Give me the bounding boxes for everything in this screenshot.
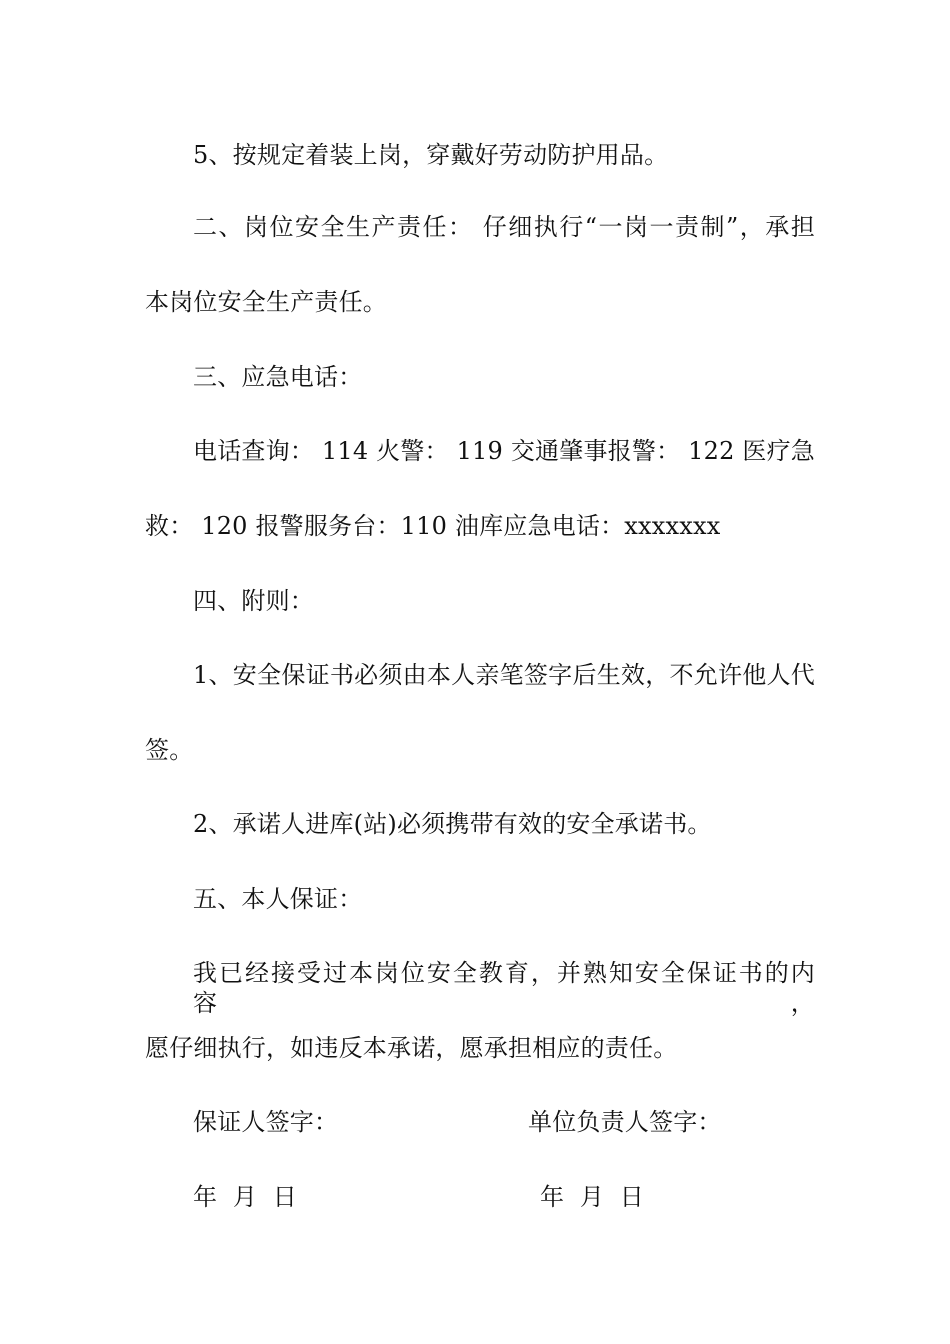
pledge-line-2: 愿仔细执行，如违反本承诺，愿承担相应的责任。 bbox=[145, 1034, 678, 1062]
guarantor-date: 年 月 日 bbox=[193, 1183, 297, 1211]
unit-head-date: 年 月 日 bbox=[540, 1183, 644, 1211]
unit-head-signature-label: 单位负责人签字： bbox=[528, 1108, 722, 1136]
emergency-phones-line-2: 救： 120 报警服务台：110 油库应急电话：xxxxxxx bbox=[145, 512, 721, 540]
rule-2: 2、承诺人进库(站)必须携带有效的安全承诺书。 bbox=[193, 810, 712, 838]
emergency-phones-line-1: 电话查询： 114 火警： 119 交通肇事报警： 122 医疗急 bbox=[193, 437, 815, 465]
section-2-continuation: 本岗位安全生产责任。 bbox=[145, 288, 387, 316]
section-5-heading: 五、本人保证： bbox=[193, 885, 363, 913]
guarantor-signature-label: 保证人签字： bbox=[193, 1108, 339, 1136]
section-3-heading: 三、应急电话： bbox=[193, 363, 363, 391]
rule-1-line-2: 签。 bbox=[145, 736, 194, 764]
clause-5-dress-code: 5、按规定着装上岗，穿戴好劳动防护用品。 bbox=[193, 141, 669, 169]
section-4-heading: 四、附则： bbox=[193, 587, 314, 615]
section-2-heading-line: 二、岗位安全生产责任： 仔细执行“一岗一责制”，承担 bbox=[193, 213, 815, 241]
rule-1-line-1: 1、安全保证书必须由本人亲笔签字后生效，不允许他人代 bbox=[193, 661, 815, 689]
pledge-line-1: 我已经接受过本岗位安全教育，并熟知安全保证书的内容， bbox=[193, 959, 815, 1017]
